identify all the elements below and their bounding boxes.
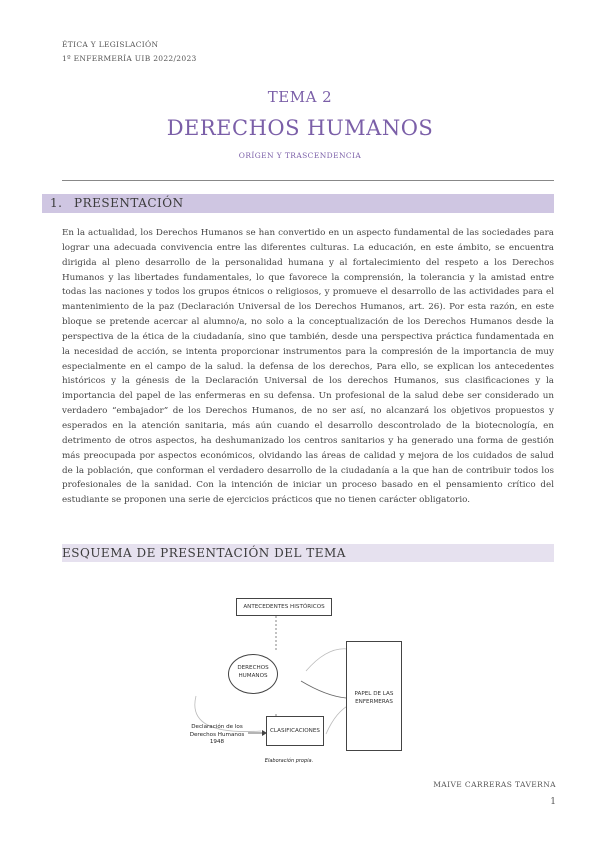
author-name: MAIVE CARRERAS TAVERNA	[433, 780, 556, 789]
section-number: 1.	[50, 196, 63, 210]
clasificaciones-box: CLASIFICACIONES	[266, 716, 324, 746]
title-divider	[62, 180, 554, 181]
topic-number: TEMA 2	[267, 88, 333, 106]
page-number: 1	[550, 797, 556, 807]
section-label: PRESENTACIÓN	[74, 196, 184, 210]
body-paragraph: En la actualidad, los Derechos Humanos se han convertido en un aspecto fundamental de las sociedades para lograr una adecuada convivencia entre las diferentes culturas. La educación, en este ámbito, se encuentra dirigida al pleno desarrollo de la personalidad humana y al fortalecimiento del respeto a los Derechos Humanos y las libertades fundamentales, lo que favorece la comprensión, la tolerancia y la amistad entre todas las naciones y todos los grupos étnicos o religiosos, y promueve el desarrollo de las actividades para el mantenimiento de la paz (Declaración Universal de los Derechos Humanos, art. 26). Por esta razón, en este bloque se pretende acercar al alumno/a, no solo a la conceptualización de los Derechos Humanos desde la perspectiva de la ética de la ciudadanía, sino que también, desde una perspectiva práctica fundamentada en la necesidad de acción, se intenta proporcionar instrumentos para la compresión de la importancia de muy especialmente en el campo de la salud. la defensa de los derechos, Para ello, se explican los antecedentes históricos y la génesis de la Declaración Universal de los derechos Humanos, sus clasificaciones y la importancia del papel de las enfermeras en su defensa. Un profesional de la salud debe ser considerado un verdadero “embajador” de los Derechos Humanos, de no ser así, no alcanzará los objetivos propuestos y esperados en la atención sanitaria, más aún cuando el desarrollo descontrolado de la biotecnología, en detrimento de otros aspectos, ha deshumanizado los centros sanitarios y ha generado una forma de gestión más preocupada por aspectos económicos, olvidando las áreas de calidad y mejora de los cuidados de salud de la población, que conforman el verdadero desarrollo de la ciudadanía a la que han de contribuir todos los profesionales de la sanidad. Con la intención de iniciar un proceso basado en el pensamiento crítico del estudiante se proponen una serie de ejercicios prácticos que no tienen carácter obligatorio.	[62, 228, 554, 506]
header-course: ÉTICA Y LEGISLACIÓN	[62, 40, 159, 49]
declaracion-label: Declaración de los Derechos Humanos 1948	[189, 724, 245, 745]
header-group: 1º ENFERMERÍA UIB 2022/2023	[62, 54, 197, 63]
antecedentes-box: ANTECEDENTES HISTÓRICOS	[236, 598, 332, 616]
section-heading-presentacion	[42, 194, 554, 213]
papel-enfermeras-box: PAPEL DE LAS ENFERMERAS	[346, 641, 402, 751]
page-title: DERECHOS HUMANOS	[166, 116, 434, 140]
section-heading-esquema: ESQUEMA DE PRESENTACIÓN DEL TEMA	[62, 544, 554, 562]
page-subtitle: ORÍGEN Y TRASCENDENCIA	[238, 151, 362, 160]
diagram-caption: Elaboración propia.	[264, 758, 314, 764]
derechos-humanos-node: DERECHOS HUMANOS	[228, 654, 278, 694]
topic-diagram	[176, 586, 426, 776]
